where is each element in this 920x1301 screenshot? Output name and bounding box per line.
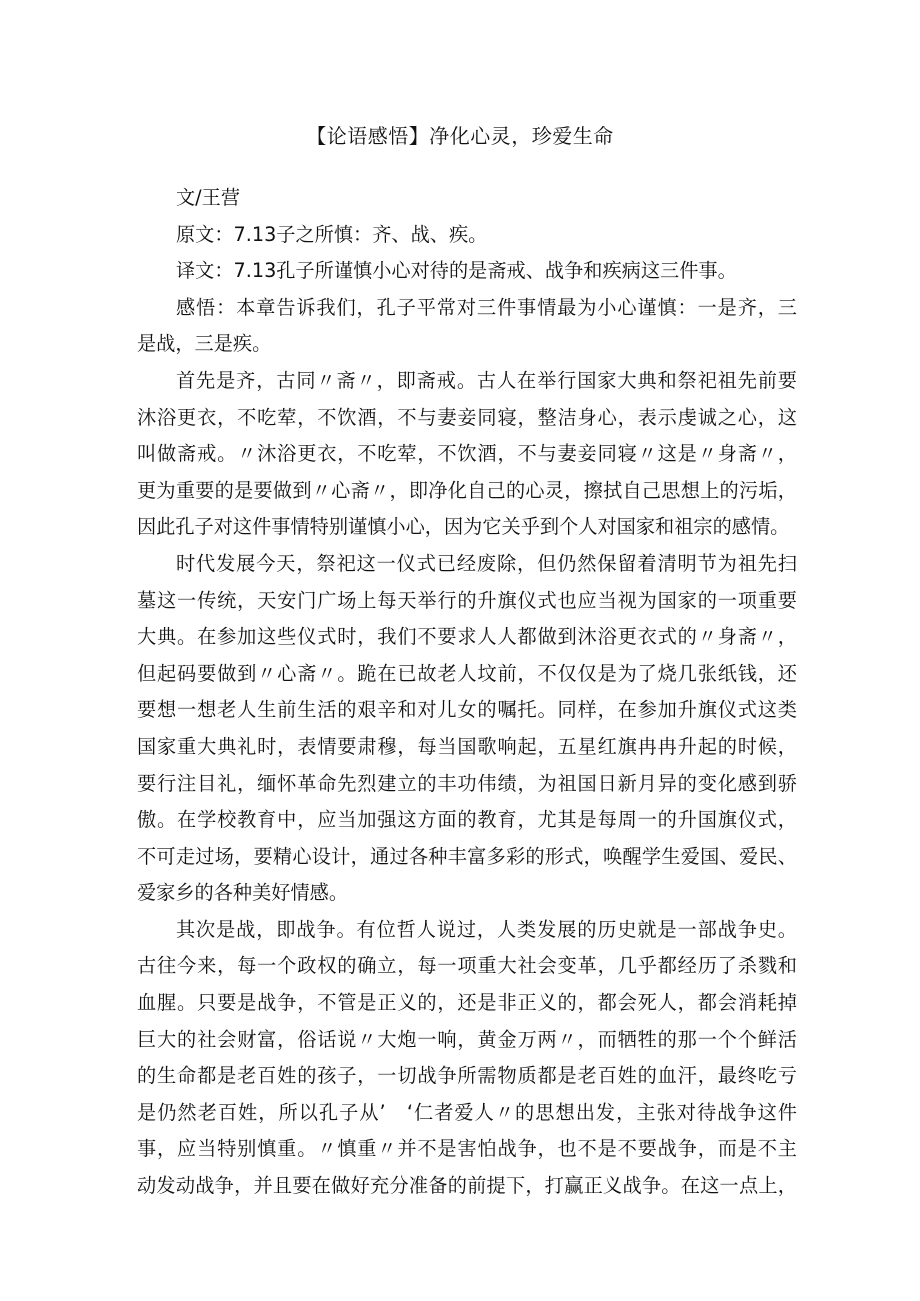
text-line: 墓这一传统，天安门广场上每天举行的升旗仪式也应当视为国家的一项重要 <box>137 588 797 612</box>
text-line: 的生命都是老百姓的孩子，一切战争所需物质都是老百姓的血汗，最终吃亏 <box>137 1064 797 1088</box>
text-line: 但起码要做到〃心斋〃。跪在已故老人坟前，不仅仅是为了烧几张纸钱，还 <box>137 661 797 685</box>
paragraph-lines <box>137 217 797 1205</box>
article-title: 【论语感悟】净化心灵，珍爱生命 <box>306 124 614 148</box>
text-line: 首先是齐，古同〃斋〃，即斋戒。古人在举行国家大典和祭祀祖先前要 <box>176 368 797 392</box>
text-line: 时代发展今天，祭祀这一仪式已经废除，但仍然保留着清明节为祖先扫 <box>176 551 797 575</box>
text-line: 译文：7.13孔子所谨慎小心对待的是斋戒、战争和疾病这三件事。 <box>176 259 737 283</box>
text-line: 要想一想老人生前生活的艰辛和对儿女的嘱托。同样，在参加升旗仪式这类 <box>137 698 797 722</box>
text-line: 感悟：本章告诉我们，孔子平常对三件事情最为小心谨慎：一是齐，三 <box>176 295 797 319</box>
text-line: 血腥。只要是战争，不管是正义的，还是非正义的，都会死人，都会消耗掉 <box>137 991 797 1015</box>
text-line: 大典。在参加这些仪式时，我们不要求人人都做到沐浴更衣式的〃身斋〃， <box>137 625 797 649</box>
author-line: 文/王营 <box>176 186 241 209</box>
text-line: 古往今来，每一个政权的确立，每一项重大社会变革，几乎都经历了杀戮和 <box>137 954 797 978</box>
text-line: 原文：7.13子之所慎：齐、战、疾。 <box>176 222 488 246</box>
text-line: 是战，三是疾。 <box>137 332 272 356</box>
text-line: 更为重要的是要做到〃心斋〃，即净化自己的心灵，擦拭自己思想上的污垢， <box>137 478 797 502</box>
text-line: 因此孔子对这件事情特别谨慎小心，因为它关乎到个人对国家和祖宗的感情。 <box>137 515 790 539</box>
text-line: 动发动战争，并且要在做好充分准备的前提下，打赢正义战争。在这一点上， <box>137 1174 797 1198</box>
text-line: 是仍然老百姓，所以孔子从’ ‘仁者爱人〃的思想出发，主张对待战争这件 <box>137 1100 797 1124</box>
text-line: 国家重大典礼时，表情要肃穆，每当国歌响起，五星红旗冉冉升起的时候， <box>137 734 797 758</box>
text-line: 爱家乡的各种美好情感。 <box>137 881 349 905</box>
text-line: 叫做斋戒。〃沐浴更衣，不吃荤，不饮酒，不与妻妾同寝〃这是〃身斋〃， <box>137 442 797 466</box>
text-line: 要行注目礼，缅怀革命先烈建立的丰功伟绩，为祖国日新月异的变化感到骄 <box>137 771 797 795</box>
text-line: 傲。在学校教育中，应当加强这方面的教育，尤其是每周一的升国旗仪式， <box>137 808 797 832</box>
text-line: 沐浴更衣，不吃荤，不饮酒，不与妻妾同寝，整洁身心，表示虔诚之心，这 <box>137 405 797 429</box>
article-body <box>137 180 797 1205</box>
text-line: 其次是战，即战争。有位哲人说过，人类发展的历史就是一部战争史。 <box>176 917 797 941</box>
text-line: 事，应当特别慎重。〃慎重〃并不是害怕战争，也不是不要战争，而是不主 <box>137 1137 797 1161</box>
text-line: 不可走过场，要精心设计，通过各种丰富多彩的形式，唤醒学生爱国、爱民、 <box>137 844 797 868</box>
text-line: 巨大的社会财富，俗话说〃大炮一响，黄金万两〃，而牺牲的那一个个鲜活 <box>137 1027 797 1051</box>
